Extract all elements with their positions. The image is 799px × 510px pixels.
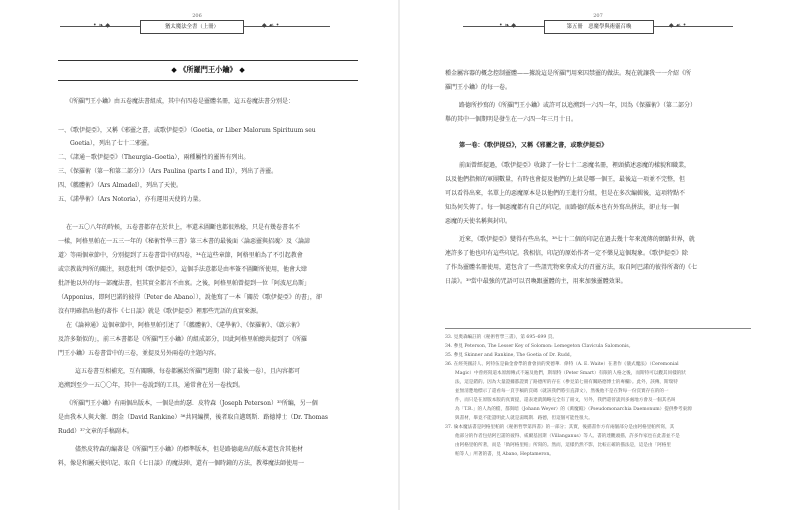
paragraph-line: Rudd）³⁷文章的手稿副本。 xyxy=(58,428,133,435)
footnote-cont: 法，這是錯的。因為大量證據都證實了路德所的存在（參見第七冊有關路德博士的專欄）。此外，該傳，斯瑞特 xyxy=(455,380,678,385)
section-bottom-rule xyxy=(58,80,358,81)
paragraph: 這五卷書互相補充，互有關聯，每卷都屬於所羅門週期（除了最後一卷），且內容都可 xyxy=(75,368,301,375)
list-item: 四、《艦體術》（Ars Almadel），列出了天使。 xyxy=(58,182,183,189)
right-running-header xyxy=(401,20,799,34)
paragraph-line: 或宗教裁判所的關注，刻意批判《歌伊提亞》，這個手法意都是由率簽不圖斷所使用，他會大肆 xyxy=(58,266,308,273)
list-item-cont: Goetia），列出了七十二邪靈。 xyxy=(70,140,153,147)
paragraph: 《所羅門王小鑰》由五卷魔法書組成，其中有四卷是靈體名冊，這五卷魔法書分別是： xyxy=(66,98,295,105)
left-header-ornament-right: ◆ ☙ • xyxy=(262,22,280,29)
paragraph-line: 門王小鑰》五卷書當中的三卷，並提及另外兩卷的主題內容。 xyxy=(58,350,221,357)
footnote-cont: 由阿格里帕所著，而是「偽阿格里帕」所寫的。然而，這樣仍然不影，比較正確的描法是，這是由「阿格里 xyxy=(455,443,671,448)
left-page-number: 206 xyxy=(192,13,202,19)
book-gutter xyxy=(398,0,400,510)
right-header-ornament-left: • ❧ ◆ xyxy=(499,22,516,29)
footnote: 33. 見奧森編註的《秘術哲學三書》，第 695–699 頁。 xyxy=(445,335,557,340)
paragraph-line: 可以看得出來，名單上的惡魔原本是以他們的王進行分組，但是在多次編輯後，這項特點不 xyxy=(445,190,686,197)
paragraph-line: 是由我本人與大衛．朗金（David Rankine）³⁶共同編撰，後者取自邁瑪斯．路德博士（Dr. Thomas xyxy=(58,414,328,421)
footnote: 36. 在經英國詩人、阿特伍是倫金會學的會會員的愛德華．偉特（A. E. Waite）在著作《儀式魔法》（Ceremonial xyxy=(445,362,679,367)
paragraph-line: 知為何失傳了。每一個惡魔都有自己的印記，而路德的版本也有外寫出拼法，卻止每一個 xyxy=(445,204,680,211)
paragraph: 前面曾經提過，《歌伊提亞》收錄了一份七十二惡魔名冊，裡頭描述惡魔的樣貌和職業， xyxy=(459,162,691,169)
list-item: 一、《歌伊提亞》，又稱《邪靈之書，或歌伊提亞》（Goetia, or Liber Malorum Spirituum seu xyxy=(58,127,316,134)
paragraph: 近來，《歌伊提亞》變得有些出名，³⁸七十二個的印記在過去幾十年來流傳的網路世界，就 xyxy=(459,236,695,243)
footnote-cont: 帕等人」所著的書，見 Abano, Heptameron。 xyxy=(455,452,554,457)
paragraph-line: 惡魔的天使名稱與封印。 xyxy=(445,218,512,225)
footnote: 34. 參見 Peterson, The Lesser Key of Solomon: Lemegeton Clavicula Salomonis。 xyxy=(445,344,634,349)
footnote-cont: 並無清楚地標示了還看每一頁手稿的頁碼（就該我們將引直譯文），然後他不是在對每一份頁實存在的的一 xyxy=(455,389,669,394)
list-item: 二、《諸通－歌伊提亞》（Theurgia–Goetia），兩種屬性的靈皆有列出。 xyxy=(58,154,250,161)
paragraph-line: （Apponius，即阿巴諾的彼得〔Peter de Abano〕），說他寫了一本「關於《歌伊提亞》的書」，卻 xyxy=(58,294,322,301)
paragraph-line: 羅門王小鑰》的每一卷。 xyxy=(445,84,512,91)
left-running-header xyxy=(0,20,398,34)
paragraph-line: 日談》。³⁹當中最強的咒語可以召喚跟靈體的主，用來加強靈體效果。 xyxy=(445,278,627,285)
footnote: 37. 倫本魔法書是阿格里帕的《秘術哲學第四書》的一部分；其實，後描書作方有兩個部分是由阿格里帕所寫，其 xyxy=(445,425,675,430)
paragraph: 在《論神通》這個章節中，阿格里帕引述了「《艦體術》、《違學術》、《保羅術》、《啟示術》 xyxy=(66,322,304,329)
left-page xyxy=(0,0,398,510)
paragraph-line: 舉的其中一個期明是發生在一六四一年三月十日。 xyxy=(445,116,578,123)
paragraph-line: 種金屬容器的概念控制靈體——據說這是所羅門用來囚禁靈的做法。現在就讓我一一介紹《所 xyxy=(445,70,692,77)
right-page xyxy=(401,0,799,510)
list-item: 五、《諾學術》（Ars Notoria），亦有運用天使的力量。 xyxy=(58,196,205,203)
paragraph-line: 以及他們指揮的軍團數量，有時也會提及他們的上級是哪一個王，最後這一項並不完整，但 xyxy=(445,176,686,183)
paragraph: 路德所抄寫的《所羅門王小鑰》或許可以追溯到一六四一年，因為《保羅術》（第二部分） xyxy=(459,102,697,109)
paragraph-line: 了作為靈體名冊使用，還包含了一些詛咒物來拿成大的召靈方法，取自阿巴諾的彼得所著的《七 xyxy=(445,264,698,271)
subsection-title: 第一卷：《歌伊提亞》，又稱《邪靈之書，或歌伊提亞》 xyxy=(459,142,608,149)
left-running-head: 猶太魔法全書（上冊） xyxy=(140,20,244,34)
paragraph-line: 道〉等兩個章節中，分別提到了五卷書當中的四卷，³⁴在這些章節，阿格里帕為了不引起教會 xyxy=(58,252,303,259)
paragraph-line: 一樣，阿格里帕在一五三一年的《秘術哲學三書》第三本書的最後面〈論惡靈與招魂〉及〈論諦 xyxy=(58,238,311,245)
footnote-cont: 為「T.R.」的人為的檔，都與暗（Johann Weyer）的《萬魔殿》（Pseudomonarchia Daemonum）提供參考東源 xyxy=(455,407,692,412)
footnote-cont: 他部分的作者包括阿巴諾的彼得、威爾基因斯（Villanganus）等人。書的達觀頭描，許多作家也在此書並不是 xyxy=(455,434,680,439)
paragraph-line: 沒有明確指出他的著作《七日談》就是《歌伊提亞》裡那些咒語的真實來源。 xyxy=(58,308,263,315)
right-running-head: 第五冊 惡魔學與術靈召喚 xyxy=(544,20,654,34)
right-header-ornament-right: ◆ ☙ • xyxy=(669,22,687,29)
section-title: ◆ 《所羅門王小鑰》 ◆ xyxy=(171,65,245,74)
paragraph-line: 追溯到至少一五〇〇年，其中一卷說到的工具，通常會在另一卷找到。 xyxy=(58,382,245,389)
footnote-cont: 與書材，畢竟不能證明此人就是湯瑪斯．路德，但這個可能性很大。 xyxy=(455,416,593,421)
paragraph-line: 連許多了他也印有這些印記。我相信，印記的原始作者一定不樂見這個現象。《歌伊提亞》除 xyxy=(445,250,689,257)
paragraph-line: 批評他以外的每一部魔法書，但其實全都言不由衷。之後，阿格里帕曾提到一位「阿波尼烏斯」 xyxy=(58,280,311,287)
paragraph: 儘然皮特森的編著是《所羅門王小鑰》的標準版本，但是路德處出的版本還包含其他材 xyxy=(75,446,304,453)
paragraph-line: 料，像是和屬天使印記、取自《七日談》的魔法陣，還有一個時鐘的方法，教導魔法師使用一 xyxy=(58,460,305,467)
left-header-ornament-left: • ❧ ◆ xyxy=(93,22,110,29)
footnote-cont: Magic）中曾經寫道本原源傳式不遍及他們，斯瑞特（Peter Smart）有限的人格之後，而斯特可以觀其同樣的狀 xyxy=(455,371,686,376)
footnote-rule xyxy=(445,328,751,329)
section-top-rule xyxy=(58,60,358,61)
right-page-number: 207 xyxy=(593,13,603,19)
footnote-cont: 件，而只是在原版本版的真實提，還表達就簡略完全有了冊文，另外，我們還曾談到多處地方會及一個其名叫 xyxy=(455,398,676,403)
paragraph: 在一五〇八年的時候，五卷書都存在於世上，率還未圖斷也都很熟稔，只是有幾卷書名不 xyxy=(66,224,301,231)
list-item: 三、《保羅術（第一和第二部分）》（Ars Paulina (parts I and II)），列出了善靈。 xyxy=(58,168,278,175)
paragraph: 《所羅門王小鑰》有兩個出版本，一個是由約瑟．皮特森（Joseph Peterson）³⁵所編，另一個 xyxy=(66,400,318,407)
paragraph-line: 及許多類似的」，前三本書都是《所羅門王小鑰》的組成部分，因此阿格里帕總共提到了《所羅 xyxy=(58,336,308,343)
footnote: 35. 參見 Skinner and Rankine, The Goetia of Dr. Rudd。 xyxy=(445,353,575,358)
